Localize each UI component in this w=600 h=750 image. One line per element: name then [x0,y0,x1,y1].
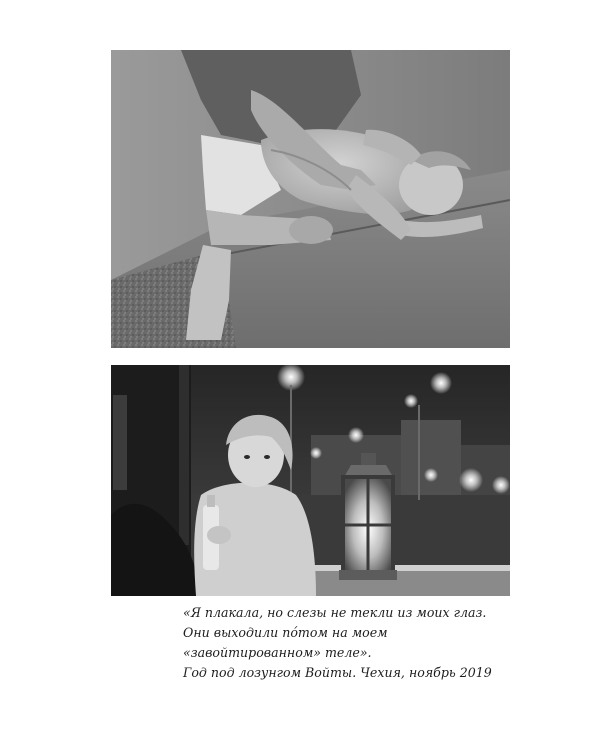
caption-line-3: «завойтированном» теле». [183,645,372,660]
caption-line-4: Год под лозунгом Войты. Чехия, ноябрь 2019 [183,665,492,680]
caption-line-1: «Я плакала, но слезы не текли из моих глаз. [183,605,487,620]
therapy-photo [111,50,510,348]
caption-line-2: Они выходили пóтом на моем [183,625,388,640]
photo-caption [183,603,543,683]
night-window-photo [111,365,510,596]
